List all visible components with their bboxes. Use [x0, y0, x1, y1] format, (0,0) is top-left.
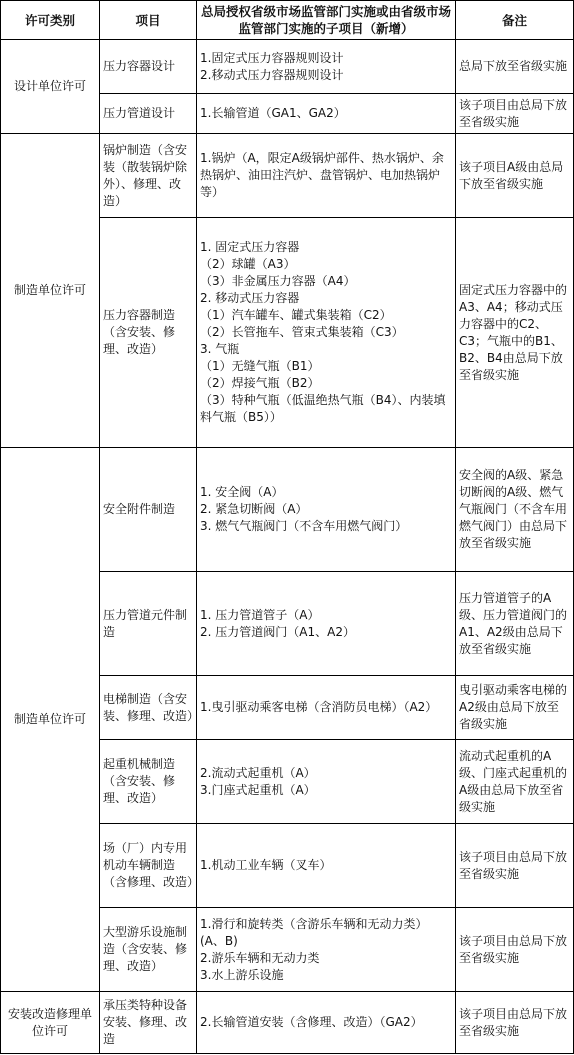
header-item: 项目	[100, 1, 197, 40]
sub-line: 1. 固定式压力容器	[200, 240, 300, 254]
item-cell: 安全附件制造	[100, 448, 197, 572]
sub-line: 2.游乐车辆和无动力类	[200, 950, 320, 965]
sub-cell	[197, 992, 456, 1054]
sub-cell	[197, 908, 456, 992]
sub-cell	[197, 740, 456, 824]
sub-line: 2.移动式压力容器规则设计	[200, 67, 344, 82]
sub-line: （2）焊接气瓶（B2）	[200, 376, 320, 390]
sub-line: 1.固定式压力容器规则设计	[200, 50, 344, 65]
table-row	[1, 40, 574, 94]
sub-line: （2）长管拖车、管束式集装箱（C3）	[200, 325, 404, 339]
sub-line: 1.长输管道（GA1、GA2）	[200, 106, 346, 120]
item-cell: 压力管道设计	[100, 94, 197, 134]
table-row	[1, 448, 574, 572]
header-sub: 总局授权省级市场监管部门实施或由省级市场监管部门实施的子项目（新增）	[197, 1, 456, 40]
sub-line: 2.长输管道安装（含修理、改造）（GA2）	[200, 1015, 423, 1029]
sub-line: 1.曳引驱动乘客电梯（含消防员电梯）（A2）	[200, 700, 438, 714]
item-cell: 压力管道元件制造	[100, 572, 197, 676]
note-cell: 固定式压力容器中的A3、A4；移动式压力容器中的C2、C3；气瓶中的B1、B2、B4由总局下放至省级实施	[456, 218, 574, 448]
note-cell: 该子项目由总局下放至省级实施	[456, 908, 574, 992]
sub-line: 1. 压力管道管子（A）	[200, 607, 320, 622]
sub-line: （3）非金属压力容器（A4）	[200, 274, 356, 288]
item-cell: 场（厂）内专用机动车辆制造（含修理、改造）	[100, 824, 197, 908]
item-cell: 压力容器制造（含安装、修理、改造）	[100, 218, 197, 448]
sub-line: 1.锅炉（A，限定A级锅炉部件、热水锅炉、余热锅炉、油田注汽炉、盘管锅炉、电加热锅炉等）	[200, 151, 444, 199]
note-cell: 该子项目由总局下放至省级实施	[456, 824, 574, 908]
item-cell: 压力容器设计	[100, 40, 197, 94]
sub-cell	[197, 218, 456, 448]
note-cell: 该子项目由总局下放至省级实施	[456, 992, 574, 1054]
category-cell: 安装改造修理单位许可	[1, 992, 100, 1054]
sub-line: 2. 移动式压力容器	[200, 291, 300, 305]
note-cell: 总局下放至省级实施	[456, 40, 574, 94]
sub-cell	[197, 824, 456, 908]
sub-cell	[197, 40, 456, 94]
sub-line: 3.门座式起重机（A）	[200, 782, 316, 797]
sub-line: （1）无缝气瓶（B1）	[200, 359, 320, 373]
sub-cell	[197, 134, 456, 218]
sub-line: 1.滑行和旋转类（含游乐车辆和无动力类）(A、B)	[200, 916, 428, 948]
header-category: 许可类别	[1, 1, 100, 40]
sub-line: （1）汽车罐车、罐式集装箱（C2）	[200, 308, 392, 322]
sub-line: （3）特种气瓶（低温绝热气瓶（B4）、内装填料气瓶（B5））	[200, 393, 446, 424]
note-cell: 该子项目由总局下放至省级实施	[456, 94, 574, 134]
header-row	[1, 1, 574, 40]
sub-line: 1.机动工业车辆（叉车）	[200, 858, 332, 872]
sub-cell	[197, 676, 456, 740]
category-cell: 制造单位许可	[1, 134, 100, 448]
category-cell: 制造单位许可	[1, 448, 100, 992]
note-cell: 安全阀的A级、紧急切断阀的A级、燃气气瓶阀门（不含车用燃气阀门）由总局下放至省级实施	[456, 448, 574, 572]
sub-cell	[197, 94, 456, 134]
note-cell: 压力管道管子的A级、压力管道阀门的A1、A2级由总局下放至省级实施	[456, 572, 574, 676]
sub-line: 2. 紧急切断阀（A）	[200, 502, 308, 516]
sub-line: 2.流动式起重机（A）	[200, 765, 316, 780]
table-row	[1, 992, 574, 1054]
sub-line: 3.水上游乐设施	[200, 967, 284, 982]
note-cell: 流动式起重机的A级、门座式起重机的A级由总局下放至省级实施	[456, 740, 574, 824]
sub-line: 3. 气瓶	[200, 342, 240, 356]
sub-line: 3. 燃气气瓶阀门（不含车用燃气阀门）	[200, 519, 408, 533]
item-cell: 起重机械制造（含安装、修理、改造）	[100, 740, 197, 824]
sub-line: （2）球罐（A3）	[200, 257, 296, 271]
note-cell: 该子项目A级由总局下放至省级实施	[456, 134, 574, 218]
item-cell: 大型游乐设施制造（含安装、修理、改造）	[100, 908, 197, 992]
sub-line: 1. 安全阀（A）	[200, 485, 284, 499]
item-cell: 承压类特种设备安装、修理、改造	[100, 992, 197, 1054]
table-row	[1, 134, 574, 218]
header-note: 备注	[456, 1, 574, 40]
sub-cell	[197, 448, 456, 572]
item-cell: 电梯制造（含安装、修理、改造）	[100, 676, 197, 740]
category-cell: 设计单位许可	[1, 40, 100, 134]
sub-cell	[197, 572, 456, 676]
item-cell: 锅炉制造（含安装（散装锅炉除外）、修理、改造）	[100, 134, 197, 218]
note-cell: 曳引驱动乘客电梯的A2级由总局下放至省级实施	[456, 676, 574, 740]
sub-line: 2. 压力管道阀门（A1、A2）	[200, 624, 355, 639]
